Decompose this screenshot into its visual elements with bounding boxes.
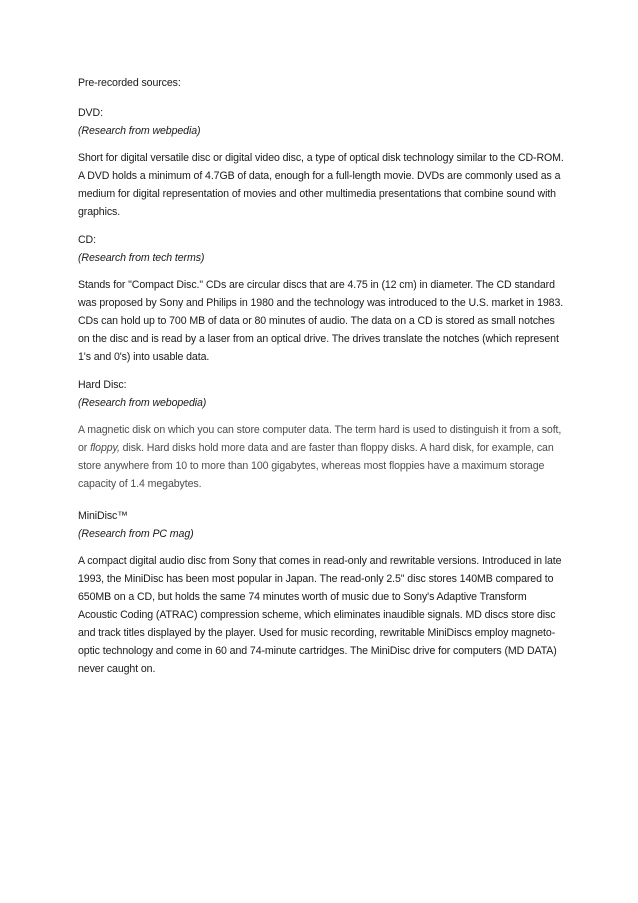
section-body-italic: floppy,: [90, 442, 120, 454]
section-body: Stands for "Compact Disc." CDs are circular discs that are 4.75 in (12 cm) in diameter. The CD standard was proposed by Sony and Philips in 1980 and the technology was introduced to the U.S. market in 1983. CDs can hold up to 700 MB of data or 80 minutes of audio. The data on a CD is stored as small notches on the disc and is read by a laser from an optical drive. The drives translate the notches (which represent 1's and 0's) into usable data.: [78, 279, 564, 363]
document-content: [78, 74, 566, 688]
section-dvd: [78, 104, 566, 221]
section-body: [78, 421, 566, 493]
section-body: A compact digital audio disc from Sony that comes in read-only and rewritable versions. Introduced in late 1993, the MiniDisc has been most popular in Japan. The read-only 2.5" disc stores 140MB compared to 650MB on a CD, but holds the same 74 minutes worth of music due to Sony's Adaptive Transform Acoustic Coding (ATRAC) compression scheme, which eliminates inaudible signals. MD discs store disc and track titles displayed by the player. Used for music recording, rewritable MiniDiscs employ magneto-optic technology and come in 60 and 74-minute cartridges. The MiniDisc drive for computers (MD DATA) never caught on.: [78, 555, 562, 675]
section-source: (Research from webpedia): [78, 125, 201, 137]
section-title: Hard Disc:: [78, 379, 127, 391]
section-body-part: A magnetic disk on which you can store computer data. The term hard is used to distinguish it from a soft, or: [78, 424, 562, 454]
section-title: MiniDisc™: [78, 510, 128, 522]
section-title: DVD:: [78, 107, 103, 119]
section-body-part: disk. Hard disks hold more data and are faster than floppy disks. A hard disk, for example, can store anywhere from 10 to more than 100 gigabytes, whereas most floppies have a maximum storage capacity of 1.4 megabytes.: [78, 442, 554, 490]
section-hard-disc: [78, 376, 566, 493]
section-source: (Research from webopedia): [78, 397, 207, 409]
section-body: Short for digital versatile disc or digital video disc, a type of optical disk technology similar to the CD-ROM. A DVD holds a minimum of 4.7GB of data, enough for a full-length movie. DVDs are commonly used as a medium for digital representation of movies and other multimedia presentations that combine sound with graphics.: [78, 152, 564, 218]
section-source: (Research from PC mag): [78, 528, 194, 540]
intro-text: Pre-recorded sources:: [78, 77, 181, 89]
section-title: CD:: [78, 234, 96, 246]
section-source: (Research from tech terms): [78, 252, 205, 264]
section-minidisc: [78, 507, 566, 678]
section-cd: [78, 231, 566, 366]
